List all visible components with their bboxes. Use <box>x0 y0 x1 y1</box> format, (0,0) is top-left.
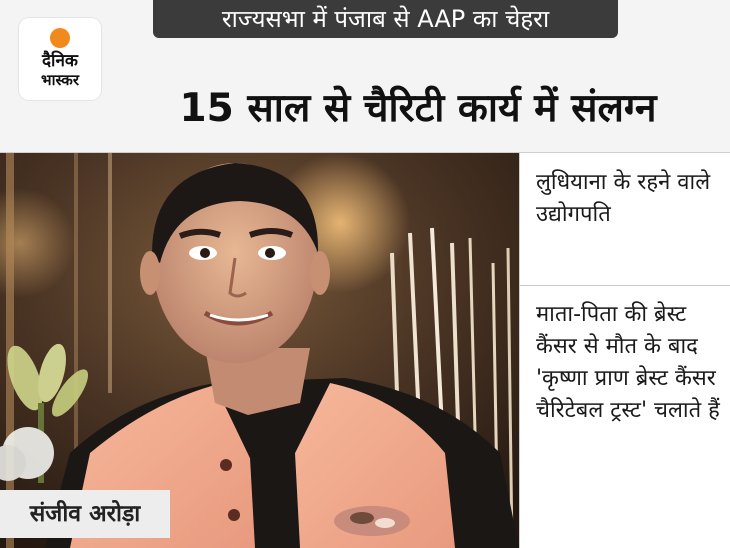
logo-line-1: दैनिक <box>42 51 78 71</box>
sun-icon <box>50 28 70 48</box>
fact-item: लुधियाना के रहने वाले उद्योगपति <box>536 170 711 227</box>
headline: 15 साल से चैरिटी कार्य में संलग्न <box>179 86 657 131</box>
fact-item: माता-पिता की ब्रेस्ट कैंसर से मौत के बाद 'कृष्णा प्राण ब्रेस्ट कैंसर चैरिटेबल ट्रस्ट' चलाते हैं <box>536 302 720 423</box>
portrait-illustration <box>0 153 519 548</box>
logo-line-2: भास्कर <box>41 71 79 89</box>
person-name-caption: संजीव अरोड़ा <box>0 490 170 538</box>
portrait-photo <box>0 153 519 548</box>
brand-logo[interactable] <box>19 18 101 100</box>
facts-divider <box>520 285 730 286</box>
category-tag: राज्यसभा में पंजाब से AAP का चेहरा <box>153 0 618 38</box>
header <box>0 0 730 152</box>
facts-panel <box>519 153 730 548</box>
